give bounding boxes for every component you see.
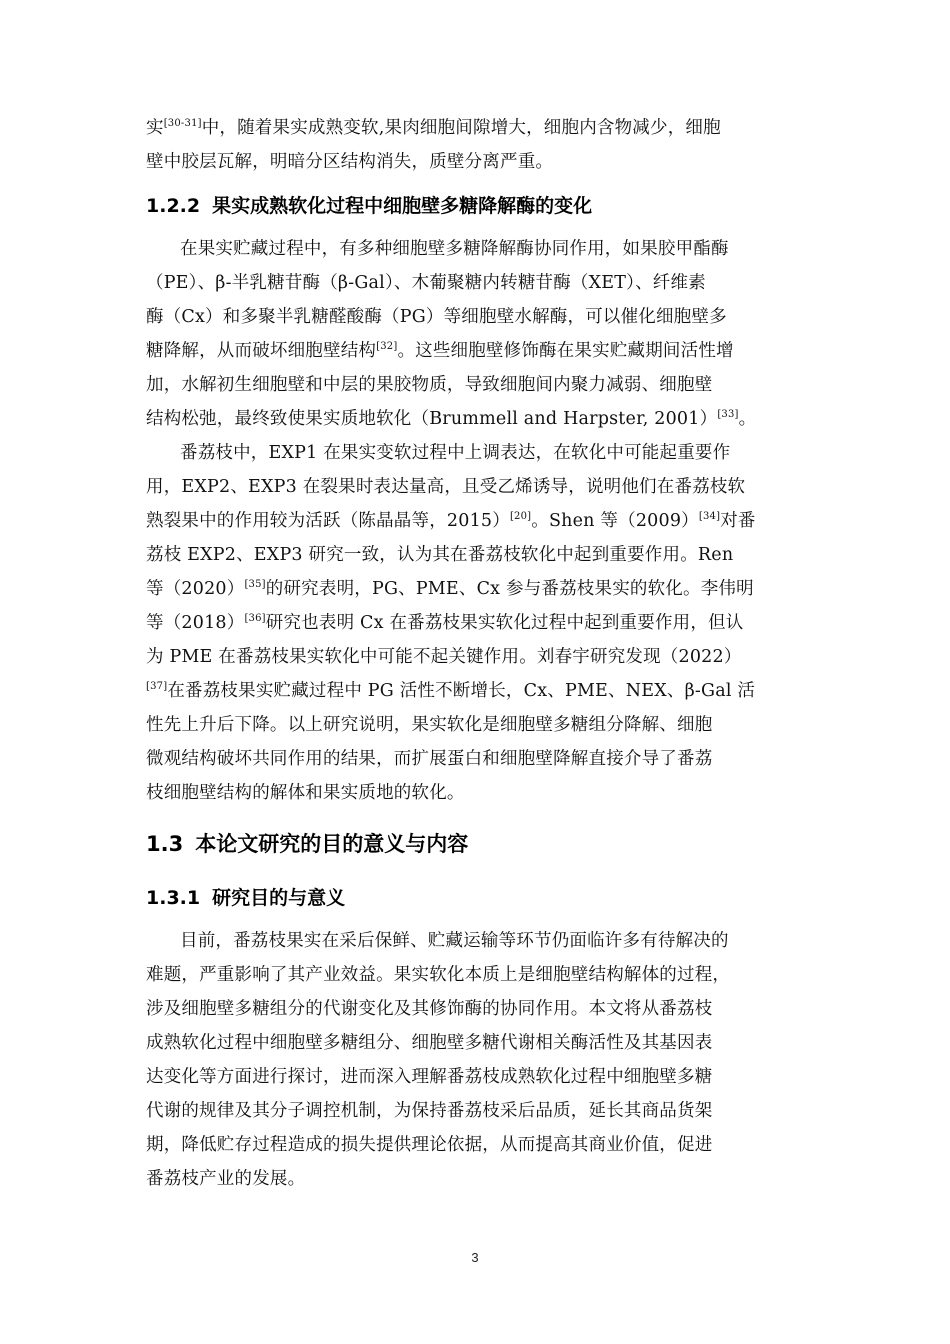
text-line: 用，EXP2、EXP3 在裂果时表达量高，且受乙烯诱导，说明他们在番荔枝软 xyxy=(146,477,746,497)
text-line: 成熟软化过程中细胞壁多糖组分、细胞壁多糖代谢相关酶活性及其基因表 xyxy=(146,1033,713,1053)
text-line: 实[30-31]中，随着果实成熟变软,果肉细胞间隙增大，细胞内含物减少，细胞 xyxy=(146,118,721,138)
citation: [20] xyxy=(509,511,532,522)
section-heading-1-3-1: 1.3.1 研究目的与意义 xyxy=(146,887,346,909)
text-line: 涉及细胞壁多糖组分的代谢变化及其修饰酶的协同作用。本文将从番荔枝 xyxy=(146,999,713,1019)
section-heading-1-3: 1.3 本论文研究的目的意义与内容 xyxy=(146,832,469,856)
text-line: [37]在番荔枝果实贮藏过程中 PG 活性不断增长，Cx、PME、NEX、β-Gal 活 xyxy=(146,681,756,701)
citation: [34] xyxy=(698,511,721,522)
citation: [37] xyxy=(146,681,168,692)
text-line: 性先上升后下降。以上研究说明，果实软化是细胞壁多糖组分降解、细胞 xyxy=(146,715,713,735)
text-line: 达变化等方面进行探讨，进而深入理解番荔枝成熟软化过程中细胞壁多糖 xyxy=(146,1067,713,1087)
text-line: 壁中胶层瓦解，明暗分区结构消失，质壁分离严重。 xyxy=(146,152,554,172)
citation: [30-31] xyxy=(163,118,202,129)
text-line: 微观结构破坏共同作用的结果，而扩展蛋白和细胞壁降解直接介导了番荔 xyxy=(146,749,713,769)
text-line: 荔枝 EXP2、EXP3 研究一致，认为其在番荔枝软化中起到重要作用。Ren xyxy=(146,545,734,565)
citation: [32] xyxy=(376,341,398,352)
citation: [33] xyxy=(717,409,739,420)
text-line: 枝细胞壁结构的解体和果实质地的软化。 xyxy=(146,783,465,803)
text-line: 番荔枝产业的发展。 xyxy=(146,1169,306,1189)
page-number: 3 xyxy=(471,1250,479,1265)
citation: [35] xyxy=(244,579,266,590)
text-line: 糖降解，从而破坏细胞壁结构[32]。这些细胞壁修饰酶在果实贮藏期间活性增 xyxy=(146,341,734,361)
text-line: 结构松弛，最终致使果实质地软化（Brummell and Harpster, 2001）[33]。 xyxy=(146,409,757,429)
text-line: 加，水解初生细胞壁和中层的果胶物质，导致细胞间内聚力减弱、细胞壁 xyxy=(146,375,713,395)
section-heading-1-2-2: 1.2.2 果实成熟软化过程中细胞壁多糖降解酶的变化 xyxy=(146,195,593,217)
text-line: 为 PME 在番荔枝果实软化中可能不起关键作用。刘春宇研究发现（2022） xyxy=(146,647,742,667)
text-line: 熟裂果中的作用较为活跃（陈晶晶等，2015）[20]。Shen 等（2009）[34]对番 xyxy=(146,511,756,531)
text-line: 番荔枝中，EXP1 在果实变软过程中上调表达，在软化中可能起重要作 xyxy=(180,443,731,463)
text-line: 等（2020）[35]的研究表明，PG、PME、Cx 参与番荔枝果实的软化。李伟明 xyxy=(146,579,754,599)
text-line: 在果实贮藏过程中，有多种细胞壁多糖降解酶协同作用，如果胶甲酯酶 xyxy=(180,239,729,259)
text-line: 目前，番荔枝果实在采后保鲜、贮藏运输等环节仍面临许多有待解决的 xyxy=(180,931,729,951)
text-line: 等（2018）[36]研究也表明 Cx 在番荔枝果实软化过程中起到重要作用，但认 xyxy=(146,613,744,633)
citation: [36] xyxy=(244,613,266,624)
text-line: 期，降低贮存过程造成的损失提供理论依据，从而提高其商业价值，促进 xyxy=(146,1135,713,1155)
text-line: 难题，严重影响了其产业效益。果实软化本质上是细胞壁结构解体的过程， xyxy=(146,965,731,985)
text-line: 酶（Cx）和多聚半乳糖醛酸酶（PG）等细胞壁水解酶，可以催化细胞壁多 xyxy=(146,307,727,327)
text-line: （PE）、β-半乳糖苷酶（β-Gal）、木葡聚糖内转糖苷酶（XET）、纤维素 xyxy=(146,273,706,293)
text-line: 代谢的规律及其分子调控机制，为保持番荔枝采后品质，延长其商品货架 xyxy=(146,1101,713,1121)
